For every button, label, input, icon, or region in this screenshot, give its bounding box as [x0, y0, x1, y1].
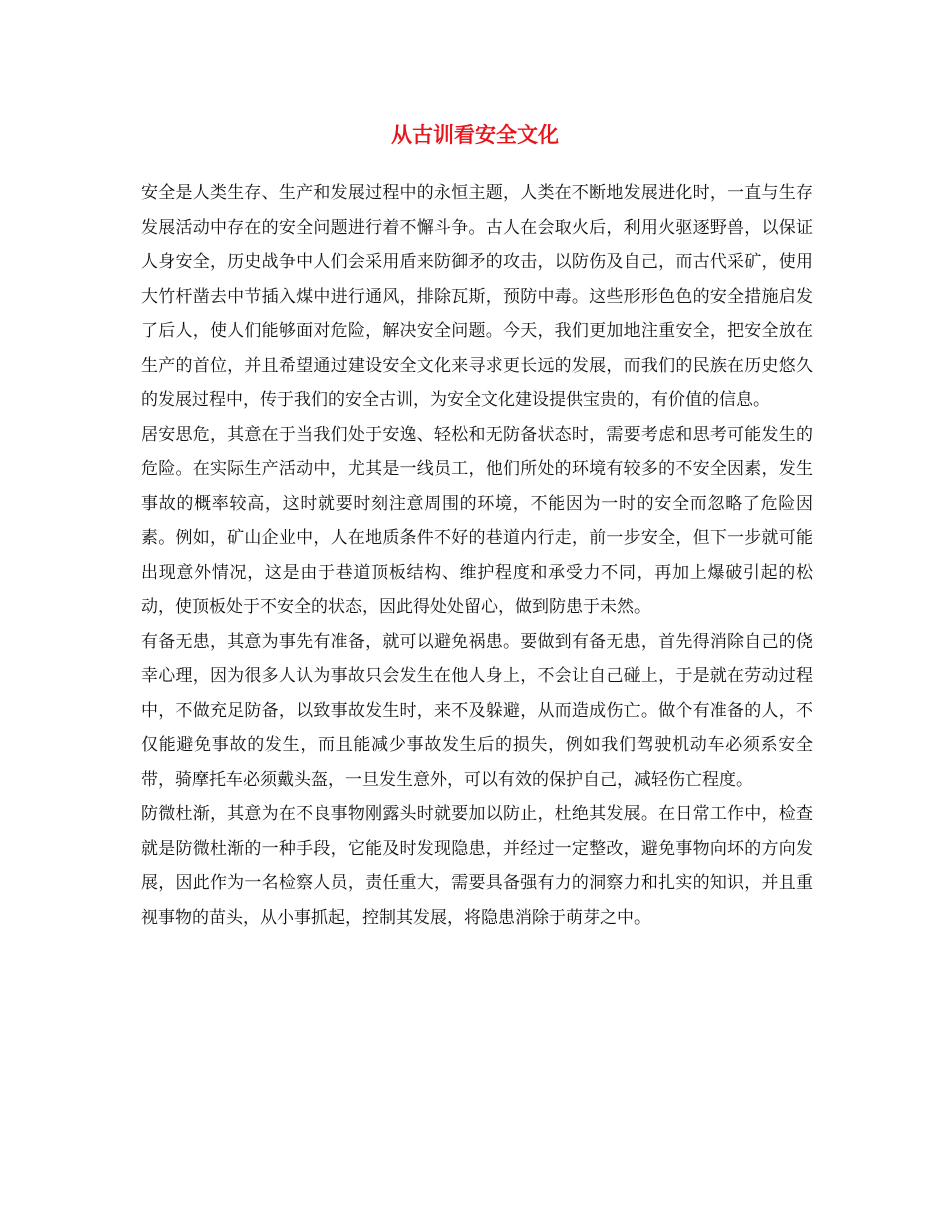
paragraph-4: 防微杜渐，其意为在不良事物刚露头时就要加以防止，杜绝其发展。在日常工作中，检查就是防微杜渐的一种手段，它能及时发现隐患，并经过一定整改，避免事物向坏的方向发展，因此作为一名检察人员，责任重大，需要具备强有力的洞察力和扎实的知识，并且重视事物的苗头，从小事抓起，控制其发展，将隐患消除于萌芽之中。 — [141, 804, 813, 928]
paragraph-3: 有备无患，其意为事先有准备，就可以避免祸患。要做到有备无患，首先得消除自己的侥幸心理，因为很多人认为事故只会发生在他人身上，不会让自己碰上，于是就在劳动过程中，不做充足防备，以致事故发生时，来不及躲避，从而造成伤亡。做个有准备的人，不仅能避免事故的发生，而且能减少事故发生后的损失，例如我们驾驶机动车必须系安全带，骑摩托车必须戴头盔，一旦发生意外，可以有效的保护自己，减轻伤亡程度。 — [141, 631, 813, 790]
document-body — [141, 176, 813, 935]
paragraph-2: 居安思危，其意在于当我们处于安逸、轻松和无防备状态时，需要考虑和思考可能发生的危险。在实际生产活动中，尤其是一线员工，他们所处的环境有较多的不安全因素，发生事故的概率较高，这时就要时刻注意周围的环境，不能因为一时的安全而忽略了危险因素。例如，矿山企业中，人在地质条件不好的巷道内行走，前一步安全，但下一步就可能出现意外情况，这是由于巷道顶板结构、维护程度和承受力不同，再加上爆破引起的松动，使顶板处于不安全的状态，因此得处处留心，做到防患于未然。 — [141, 424, 813, 617]
document-title: 从古训看安全文化 — [391, 122, 559, 147]
paragraph-1: 安全是人类生存、生产和发展过程中的永恒主题，人类在不断地发展进化时，一直与生存发展活动中存在的安全问题进行着不懈斗争。古人在会取火后，利用火驱逐野兽，以保证人身安全，历史战争中人们会采用盾来防御矛的攻击，以防伤及自己，而古代采矿，使用大竹杆凿去中节插入煤中进行通风，排除瓦斯，预防中毒。这些形形色色的安全措施启发了后人，使人们能够面对危险，解决安全问题。今天，我们更加地注重安全，把安全放在生产的首位，并且希望通过建设安全文化来寻求更长远的发展，而我们的民族在历史悠久的发展过程中，传于我们的安全古训，为安全文化建设提供宝贵的，有价值的信息。 — [141, 183, 813, 410]
